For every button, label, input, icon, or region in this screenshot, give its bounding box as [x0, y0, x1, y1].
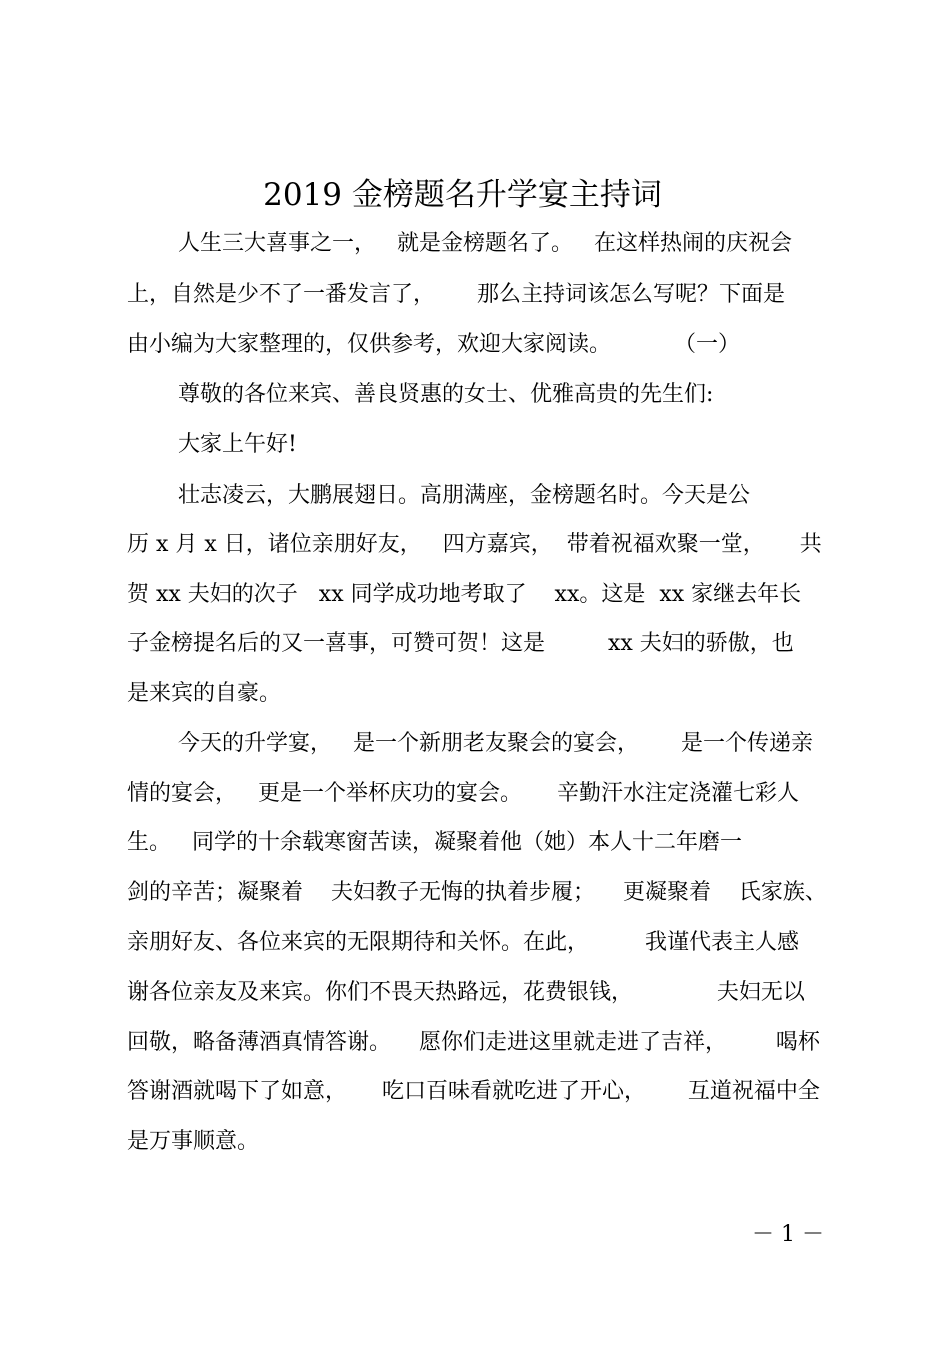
text-line: 壮志凌云，大鹏展翅日。高朋满座，金榜题名时。今天是公 [178, 483, 751, 508]
text-line: 生。 同学的十余载寒窗苦读，凝聚着他（她）本人十二年磨一 [127, 830, 742, 855]
text-line: 由小编为大家整理的，仅供参考，欢迎大家阅读。 （一） [127, 332, 740, 357]
text-line: 答谢酒就喝下了如意， 吃口百味看就吃进了开心， 互道祝福中全 [127, 1079, 820, 1104]
text-line: 回敬，略备薄酒真情答谢。 愿你们走进这里就走进了吉祥， 喝杯 [127, 1030, 820, 1055]
text-line: 子金榜提名后的又一喜事，可赞可贺！这是 xx 夫妇的骄傲，也 [127, 631, 794, 656]
text-line: 情的宴会， 更是一个举杯庆功的宴会。 辛勤汗水注定浇灌七彩人 [127, 781, 799, 806]
text-line: 贺 xx 夫妇的次子 xx 同学成功地考取了 xx。这是 xx 家继去年长 [127, 582, 802, 607]
text-line: 人生三大喜事之一， 就是金榜题名了。 在这样热闹的庆祝会 [178, 231, 792, 256]
text-line: 亲朋好友、各位来宾的无限期待和关怀。在此， 我谨代表主人感 [127, 930, 799, 955]
text-line: 是来宾的自豪。 [127, 681, 282, 706]
text-line: 尊敬的各位来宾、善良贤惠的女士、优雅高贵的先生们: [178, 382, 714, 407]
text-line: 谢各位亲友及来宾。你们不畏天热路远，花费银钱， 夫妇无以 [127, 980, 805, 1005]
text-line: 大家上午好! [178, 432, 297, 457]
text-line: 是万事顺意。 [127, 1129, 260, 1154]
text-line: 今天的升学宴， 是一个新朋老友聚会的宴会， 是一个传递亲 [178, 731, 813, 756]
text-line: 剑的辛苦；凝聚着 夫妇教子无悔的执着步履； 更凝聚着 氏家族、 [127, 880, 827, 905]
page-number: － 1 － [752, 1222, 824, 1247]
text-line: 上，自然是少不了一番发言了， 那么主持词该怎么写呢？下面是 [127, 282, 785, 307]
text-line: 历 x 月 x 日，诸位亲朋好友， 四方嘉宾， 带着祝福欢聚一堂， 共 [127, 532, 822, 557]
document-title: 2019 金榜题名升学宴主持词 [263, 177, 662, 213]
